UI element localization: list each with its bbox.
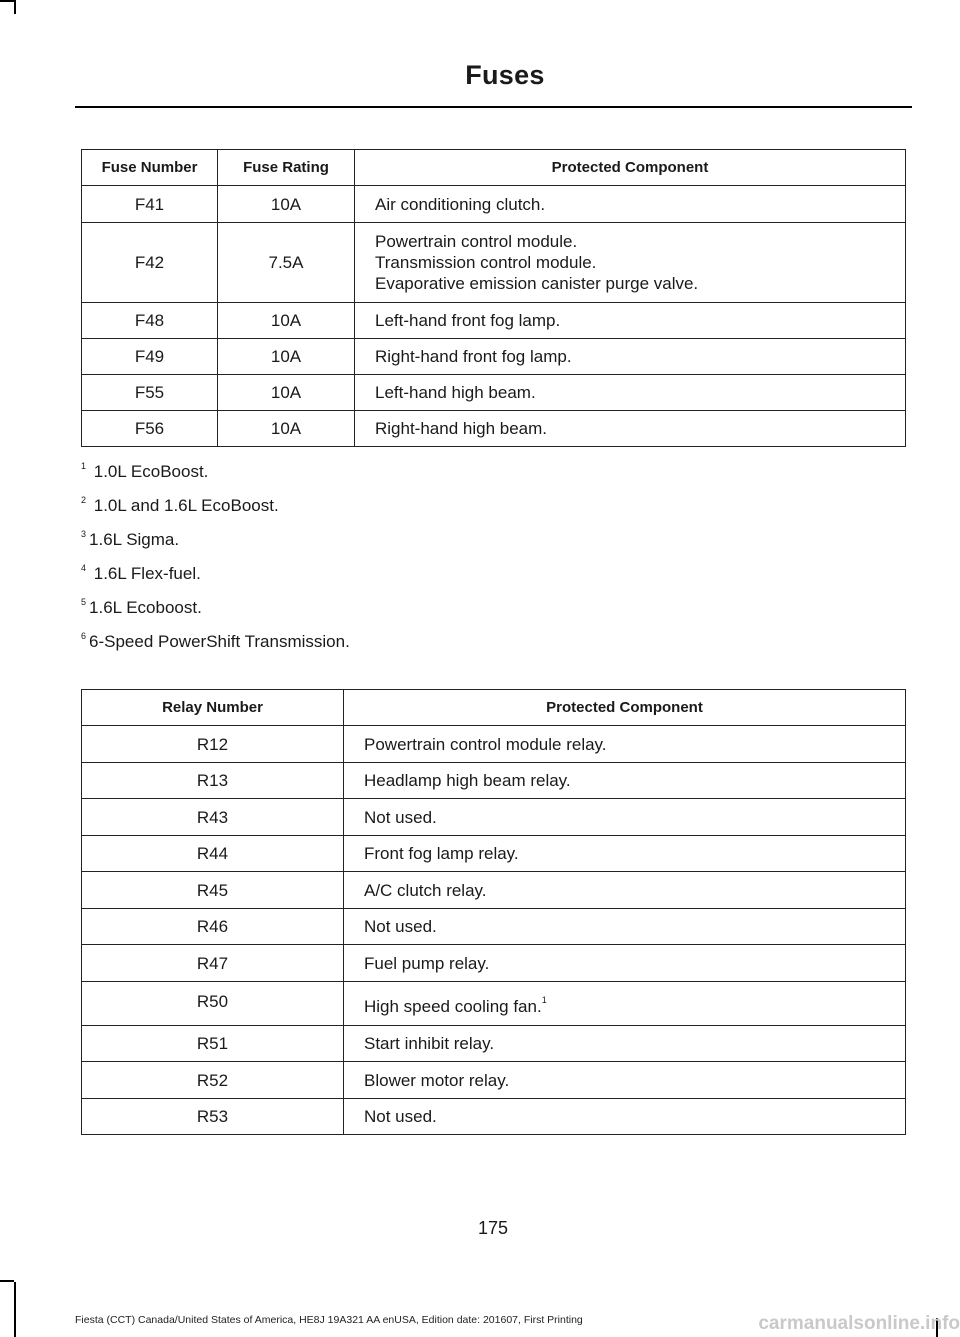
fuse-rating: 7.5A	[218, 223, 355, 303]
table-row	[82, 1062, 906, 1099]
fuse-rating: 10A	[218, 411, 355, 447]
column-header-relay-number: Relay Number	[82, 690, 344, 726]
relay-number: R43	[82, 799, 344, 836]
fuse-rating: 10A	[218, 186, 355, 223]
table-row	[82, 411, 906, 447]
footnote-text: 1.0L and 1.6L EcoBoost.	[89, 496, 279, 515]
footnote	[81, 520, 350, 554]
table-row	[82, 186, 906, 223]
fuse-table-header-row	[82, 150, 906, 186]
footnote	[81, 486, 350, 520]
table-row	[82, 799, 906, 836]
table-row	[82, 945, 906, 982]
column-header-fuse-rating: Fuse Rating	[218, 150, 355, 186]
fuse-number: F42	[82, 223, 218, 303]
relay-number: R53	[82, 1099, 344, 1135]
relay-table	[81, 689, 906, 1135]
table-row	[82, 982, 906, 1026]
crop-mark	[0, 1280, 14, 1282]
header-divider	[75, 106, 912, 108]
relay-number: R45	[82, 872, 344, 909]
protected-component	[355, 223, 906, 303]
crop-mark	[14, 0, 16, 14]
protected-component: Fuel pump relay.	[344, 945, 906, 982]
component-line: Transmission control module.	[375, 253, 597, 272]
relay-number: R12	[82, 726, 344, 763]
protected-component	[344, 982, 906, 1026]
column-header-protected-component: Protected Component	[355, 150, 906, 186]
footnotes	[81, 452, 350, 656]
footnote	[81, 588, 350, 622]
protected-component: Powertrain control module relay.	[344, 726, 906, 763]
table-row	[82, 375, 906, 411]
component-line: Powertrain control module.	[375, 232, 578, 251]
protected-component: Front fog lamp relay.	[344, 836, 906, 872]
crop-mark	[14, 1282, 16, 1337]
relay-number: R13	[82, 763, 344, 799]
footnote-text: 1.6L Flex-fuel.	[89, 564, 201, 583]
protected-component: Air conditioning clutch.	[355, 186, 906, 223]
protected-component: Not used.	[344, 1099, 906, 1135]
footnote-text: 1.6L Ecoboost.	[89, 598, 202, 617]
footer-text: Fiesta (CCT) Canada/United States of America, HE8J 19A321 AA enUSA, Edition date: 201607, First Printing	[75, 1314, 583, 1326]
footnote-text: 6-Speed PowerShift Transmission.	[89, 632, 350, 651]
protected-component: Not used.	[344, 909, 906, 945]
footnote	[81, 452, 350, 486]
footnote-text: 1.0L EcoBoost.	[89, 462, 209, 481]
column-header-fuse-number: Fuse Number	[82, 150, 218, 186]
crop-mark	[0, 0, 14, 2]
relay-table-header-row	[82, 690, 906, 726]
footnote-text: 1.6L Sigma.	[89, 530, 180, 549]
page-number: 175	[477, 1218, 509, 1238]
protected-component: Right-hand high beam.	[355, 411, 906, 447]
footnote-mark: 6	[81, 631, 87, 641]
footnote	[81, 554, 350, 588]
relay-number: R46	[82, 909, 344, 945]
relay-number: R47	[82, 945, 344, 982]
fuse-number: F55	[82, 375, 218, 411]
protected-component: Start inhibit relay.	[344, 1026, 906, 1062]
column-header-protected-component: Protected Component	[344, 690, 906, 726]
protected-component: Right-hand front fog lamp.	[355, 339, 906, 375]
relay-number: R51	[82, 1026, 344, 1062]
fuse-table	[81, 149, 906, 447]
table-row	[82, 339, 906, 375]
footnote-mark: 1	[81, 461, 87, 471]
table-row	[82, 872, 906, 909]
table-row	[82, 1026, 906, 1062]
fuse-number: F49	[82, 339, 218, 375]
protected-component: Blower motor relay.	[344, 1062, 906, 1099]
table-row	[82, 909, 906, 945]
table-row	[82, 726, 906, 763]
footnote	[81, 622, 350, 656]
relay-number: R52	[82, 1062, 344, 1099]
footnote-mark: 3	[81, 529, 87, 539]
fuse-rating: 10A	[218, 339, 355, 375]
fuse-number: F41	[82, 186, 218, 223]
table-row	[82, 763, 906, 799]
protected-component: Headlamp high beam relay.	[344, 763, 906, 799]
protected-component: Left-hand front fog lamp.	[355, 303, 906, 339]
footnote-mark: 1	[541, 995, 547, 1005]
table-row	[82, 303, 906, 339]
footnote-mark: 4	[81, 563, 87, 573]
fuse-number: F56	[82, 411, 218, 447]
table-row	[82, 1099, 906, 1135]
protected-component: Left-hand high beam.	[355, 375, 906, 411]
relay-number: R50	[82, 982, 344, 1026]
table-row	[82, 836, 906, 872]
fuse-number: F48	[82, 303, 218, 339]
component-line: Evaporative emission canister purge valve.	[375, 274, 699, 293]
footnote-mark: 5	[81, 597, 87, 607]
relay-number: R44	[82, 836, 344, 872]
fuse-rating: 10A	[218, 375, 355, 411]
table-row	[82, 223, 906, 303]
protected-component: A/C clutch relay.	[344, 872, 906, 909]
fuse-rating: 10A	[218, 303, 355, 339]
protected-component: Not used.	[344, 799, 906, 836]
footnote-mark: 2	[81, 495, 87, 505]
component-text: High speed cooling fan.	[364, 997, 542, 1016]
watermark: carmanualsonline.info	[758, 1313, 960, 1334]
page-title: Fuses	[465, 60, 545, 90]
